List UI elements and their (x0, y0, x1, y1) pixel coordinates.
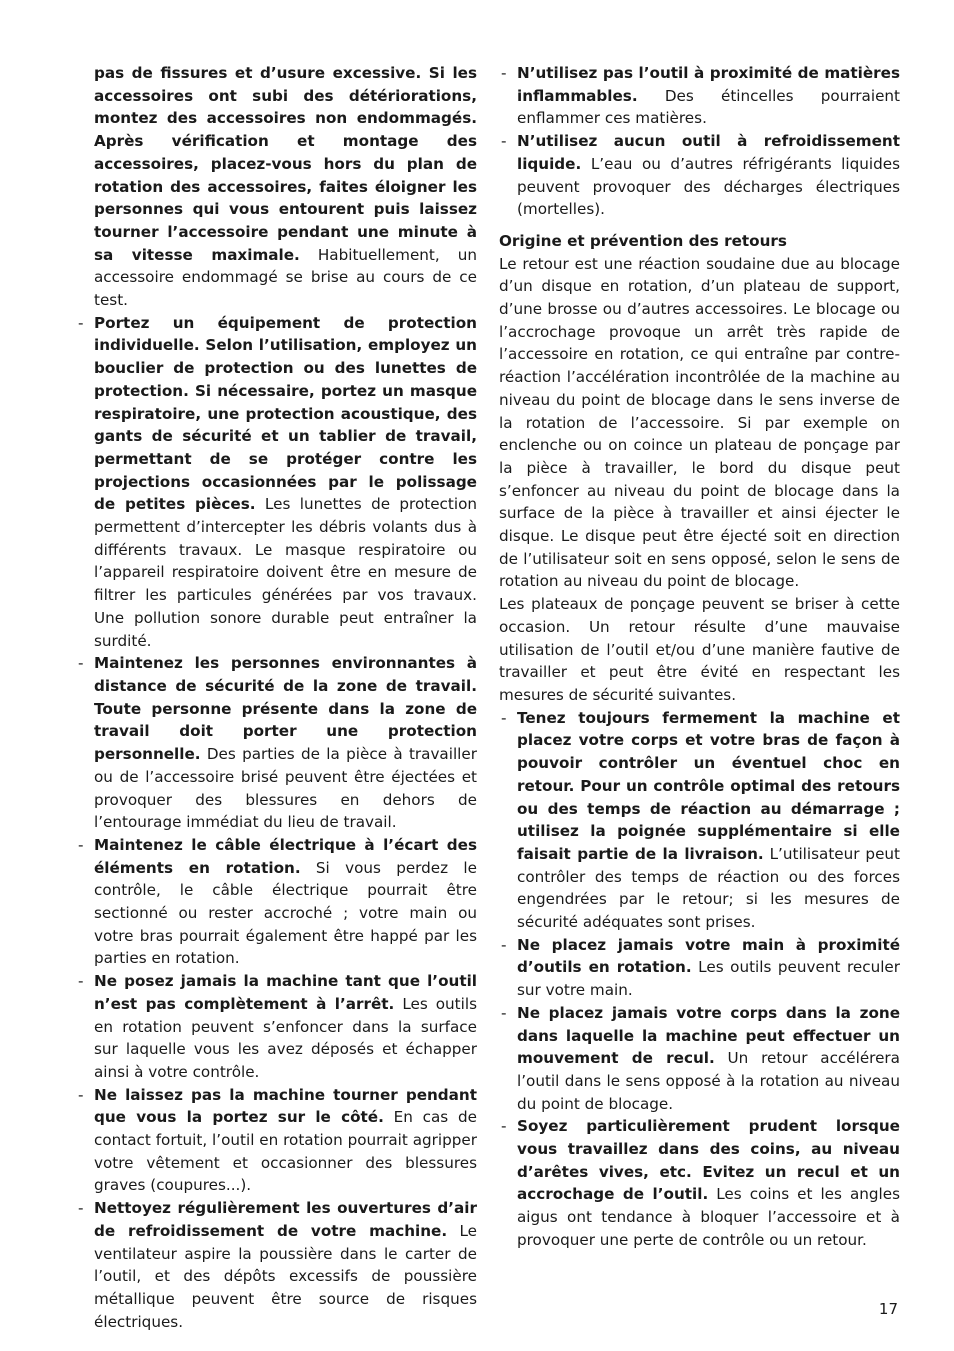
item-text: Les lunettes de protection permettent d’intercepter les débris volants dus à différents travaux. Le masque respiratoire ou l’appareil respiratoire doivent être en mesure de filtrer les particules générées par vos travaux. Une pollution sonore durable peut entraîner la surdité. (94, 495, 477, 650)
item-dash: - (78, 972, 84, 991)
continuation-text: Habituellement, un accessoire endommagé se brise au cours de ce test. (94, 245, 478, 310)
right-column (499, 62, 900, 1252)
item-bold: Tenez toujours fermement la machine et placez votre corps et votre bras de façon à pouvoir contrôler un éventuel choc en retour. Pour un contrôle optimal des retours ou des temps de réaction au démarrage ; utilisez la poignée supplémentaire si elle faisait partie de la livraison. (517, 708, 900, 863)
item-dash: - (501, 708, 507, 727)
item-text: Des parties de la pièce à travailler ou de l’accessoire brisé peuvent être éjectées et provoquer des blessures en dehors de l’entourage immédiat du lieu de travail. (94, 745, 477, 832)
item-text: Les outils en rotation peuvent s’enfoncer dans la surface sur laquelle vous les avez déposés et échapper ainsi à votre contrôle. (94, 994, 477, 1081)
item-dash: - (501, 64, 507, 82)
item-bold: N’utilisez aucun outil à refroidissement liquide. (517, 132, 900, 173)
item-bold: Nettoyez régulièrement les ouvertures d’air de refroidissement de votre machine. (94, 1199, 477, 1240)
safety-item (76, 652, 477, 834)
item-dash: - (501, 132, 507, 151)
item-dash: - (78, 313, 84, 332)
item-text: Si vous perdez le contrôle, le câble électrique pourrait être sectionné ou rester accroché ; votre main ou votre bras pourrait également être happé par les parties en rotation. (94, 858, 477, 968)
item-dash: - (78, 1085, 84, 1104)
item-text: Un retour accélérera l’outil dans le sens opposé à la rotation au niveau du point de blocage. (517, 1049, 900, 1113)
item-text: Des étincelles pourraient enflammer ces matières. (517, 86, 900, 128)
item-text: L’utilisateur peut contrôler des temps de réaction ou des forces engendrées par le retour; si les mesures de sécurité adéquates sont prises. (517, 844, 901, 932)
left-column (76, 62, 477, 1333)
item-bold: Ne posez jamais la machine tant que l’outil n’est pas complètement à l’arrêt. (94, 972, 477, 1013)
item-text: Le ventilateur aspire la poussière dans le carter de l’outil, et des dépôts excessifs de poussière métallique peuvent être source de risques électriques. (94, 1221, 477, 1331)
section-heading: Origine et prévention des retours (499, 231, 787, 250)
safety-item (499, 707, 900, 934)
item-dash: - (501, 1003, 507, 1022)
item-dash: - (78, 835, 84, 854)
safety-item (76, 1197, 477, 1333)
item-bold: Maintenez les personnes environnantes à distance de sécurité de la zone de travail. Toute personne présente dans la zone de travail doit porter une protection personnelle. (94, 654, 477, 764)
item-dash: - (501, 935, 507, 954)
item-bold: Maintenez le câble électrique à l’écart des éléments en rotation. (94, 835, 477, 877)
body-paragraph: Les plateaux de ponçage peuvent se briser à cette occasion. Un retour résulte d’une mauvaise utilisation de l’outil et/ou d’une manière fautive de travailler et peut être évité en respectant les mesures de sécurité suivantes. (499, 595, 900, 704)
item-bold: Soyez particulièrement prudent lorsque vous travaillez dans des coins, au niveau d’arêtes vives, etc. Evitez un recul et un accrochage de l’outil. (517, 1117, 900, 1204)
item-bold: Ne laissez pas la machine tourner pendant que vous la portez sur le côté. (94, 1085, 477, 1127)
item-bold: Portez un équipement de protection individuelle. Selon l’utilisation, employez un bouclier de protection ou des lunettes de protection. Si nécessaire, portez un masque respiratoire, une protection acoustique, des gants de sécurité et un tablier de travail, permettant de se protéger contre les projections occasionnées par le polissage de petites pièces. (94, 313, 477, 514)
safety-item (76, 834, 477, 970)
safety-item (499, 130, 900, 221)
safety-item (499, 1002, 900, 1116)
safety-item (76, 1084, 477, 1198)
safety-item (76, 970, 477, 1084)
item-dash: - (78, 654, 84, 673)
item-text: Les outils peuvent reculer sur votre main. (517, 958, 901, 1000)
page-number: 17 (878, 1300, 898, 1318)
item-text: L’eau ou d’autres réfrigérants liquides peuvent provoquer des décharges électriques (mortelles). (517, 154, 900, 219)
item-dash: - (78, 1199, 84, 1218)
item-bold: Ne placez jamais votre corps dans la zone dans laquelle la machine peut effectuer un mouvement de recul. (517, 1003, 900, 1068)
item-text: Les coins et les angles aigus ont tendance à bloquer l’accessoire et à provoquer une perte de contrôle ou un retour. (517, 1185, 900, 1249)
safety-item (499, 1115, 900, 1251)
safety-item (499, 62, 900, 130)
continuation-bold: pas de fissures et d’usure excessive. Si les accessoires ont subi des détériorations, montez des accessoires non endommagés. Après vérification et montage des accessoires, placez-vous hors du plan de rotation des accessoires, faites éloigner les personnes qui vous entourent puis laissez tourner l’accessoire pendant une minute à sa vitesse maximale. (94, 64, 477, 264)
item-text: En cas de contact fortuit, l’outil en rotation pourrait agripper votre vêtement et occasionner des blessures graves (coupures...). (94, 1108, 477, 1195)
item-bold: N’utilisez pas l’outil à proximité de matières inflammables. (517, 64, 900, 105)
safety-item (499, 934, 900, 1002)
safety-item (76, 312, 477, 653)
body-paragraph: Le retour est une réaction soudaine due au blocage d’un disque en rotation, d’un plateau de support, d’une brosse ou d’autres accessoires. Le blocage ou l’accrochage provoque un arrêt très rapide de l’accessoire en rotation, ce qui entraîne par contre-réaction l’accélération incontrôlée de la machine au niveau du point de blocage dans le sens inverse de la rotation de l’accessoire. Si par exemple on enclenche ou on coince un plateau de ponçage par la pièce à travailler, le bord du disque peut s’enfoncer au niveau du point de blocage dans la surface de la pièce à travailler et ainsi éjecter le disque. Le disque peut être éjecté soit en direction de l’utilisateur soit en sens opposé, selon le sens de rotation au niveau du point de blocage. (499, 254, 900, 591)
continuation-paragraph (76, 62, 477, 312)
item-bold: Ne placez jamais votre main à proximité d’outils en rotation. (517, 935, 900, 977)
item-dash: - (501, 1117, 507, 1136)
